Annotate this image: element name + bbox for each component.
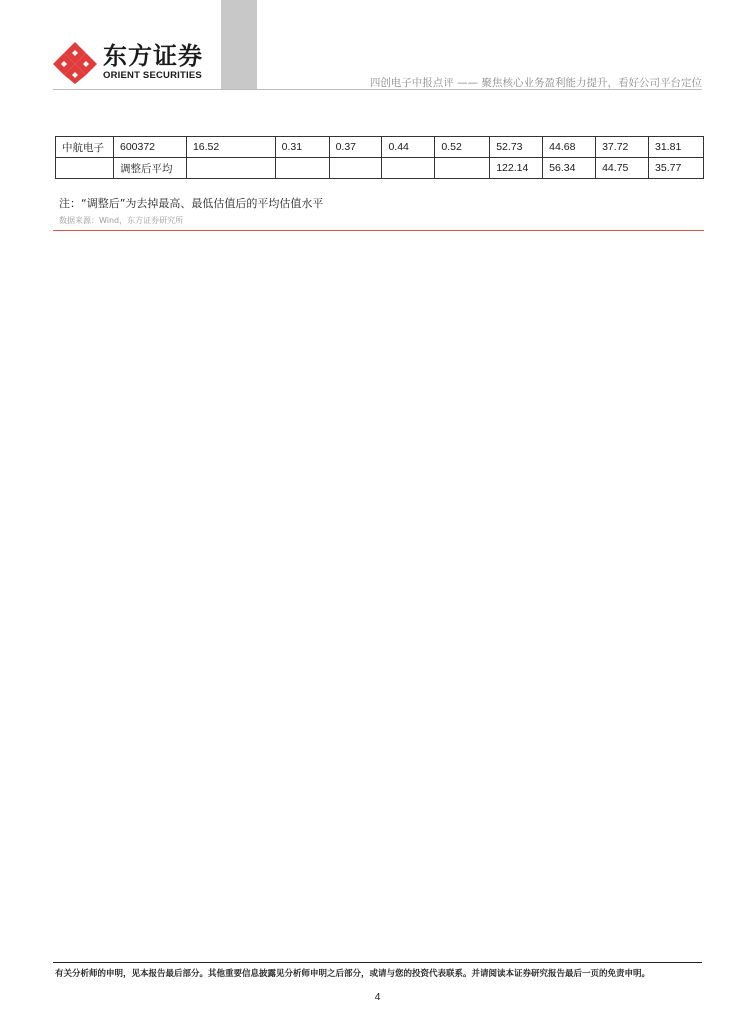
table-cell: 122.14: [490, 158, 543, 179]
table-cell: 56.34: [543, 158, 596, 179]
brand-name-en: ORIENT SECURITIES: [103, 70, 202, 81]
brand-name-cn: 东方证券: [103, 42, 203, 70]
data-source: 数据来源：Wind，东方证券研究所: [59, 216, 184, 225]
table-cell: 52.73: [490, 137, 543, 158]
table-cell: 0.31: [275, 137, 329, 158]
table-cell: 16.52: [186, 137, 275, 158]
table-cell: 44.68: [543, 137, 596, 158]
report-title: 四创电子中报点评 —— 聚焦核心业务盈利能力提升，看好公司平台定位: [369, 77, 702, 89]
table-cell: 中航电子: [56, 137, 114, 158]
table-cell: 31.81: [649, 137, 704, 158]
orient-securities-logo-icon: [53, 42, 97, 84]
header-divider: [53, 89, 702, 90]
table-cell: [56, 158, 114, 179]
table-cell: 调整后平均: [113, 158, 186, 179]
table-cell: 35.77: [649, 158, 704, 179]
table-row: [56, 158, 704, 179]
table-cell: [329, 158, 382, 179]
footer-disclaimer: 有关分析师的申明，见本报告最后部分。其他重要信息披露见分析师申明之后部分，或请与您的投资代表联系。并请阅读本证券研究报告最后一页的免责申明。: [55, 969, 651, 979]
table-cell: 600372: [113, 137, 186, 158]
table-cell: 0.52: [435, 137, 490, 158]
table-cell: [186, 158, 275, 179]
table-cell: [382, 158, 435, 179]
table-cell: 0.44: [382, 137, 435, 158]
page-number: 4: [374, 991, 381, 1003]
table-cell: 0.37: [329, 137, 382, 158]
table-cell: 44.75: [596, 158, 649, 179]
section-divider: [53, 230, 704, 231]
table-note: 注：“调整后”为去掉最高、最低估值后的平均估值水平: [59, 197, 324, 210]
valuation-table: [55, 136, 704, 179]
header-accent-bar: [221, 0, 257, 90]
table-cell: [275, 158, 329, 179]
table-cell: 37.72: [596, 137, 649, 158]
table-row: [56, 137, 704, 158]
footer-divider: [53, 962, 702, 963]
company-logo: [53, 42, 223, 84]
table-cell: [435, 158, 490, 179]
